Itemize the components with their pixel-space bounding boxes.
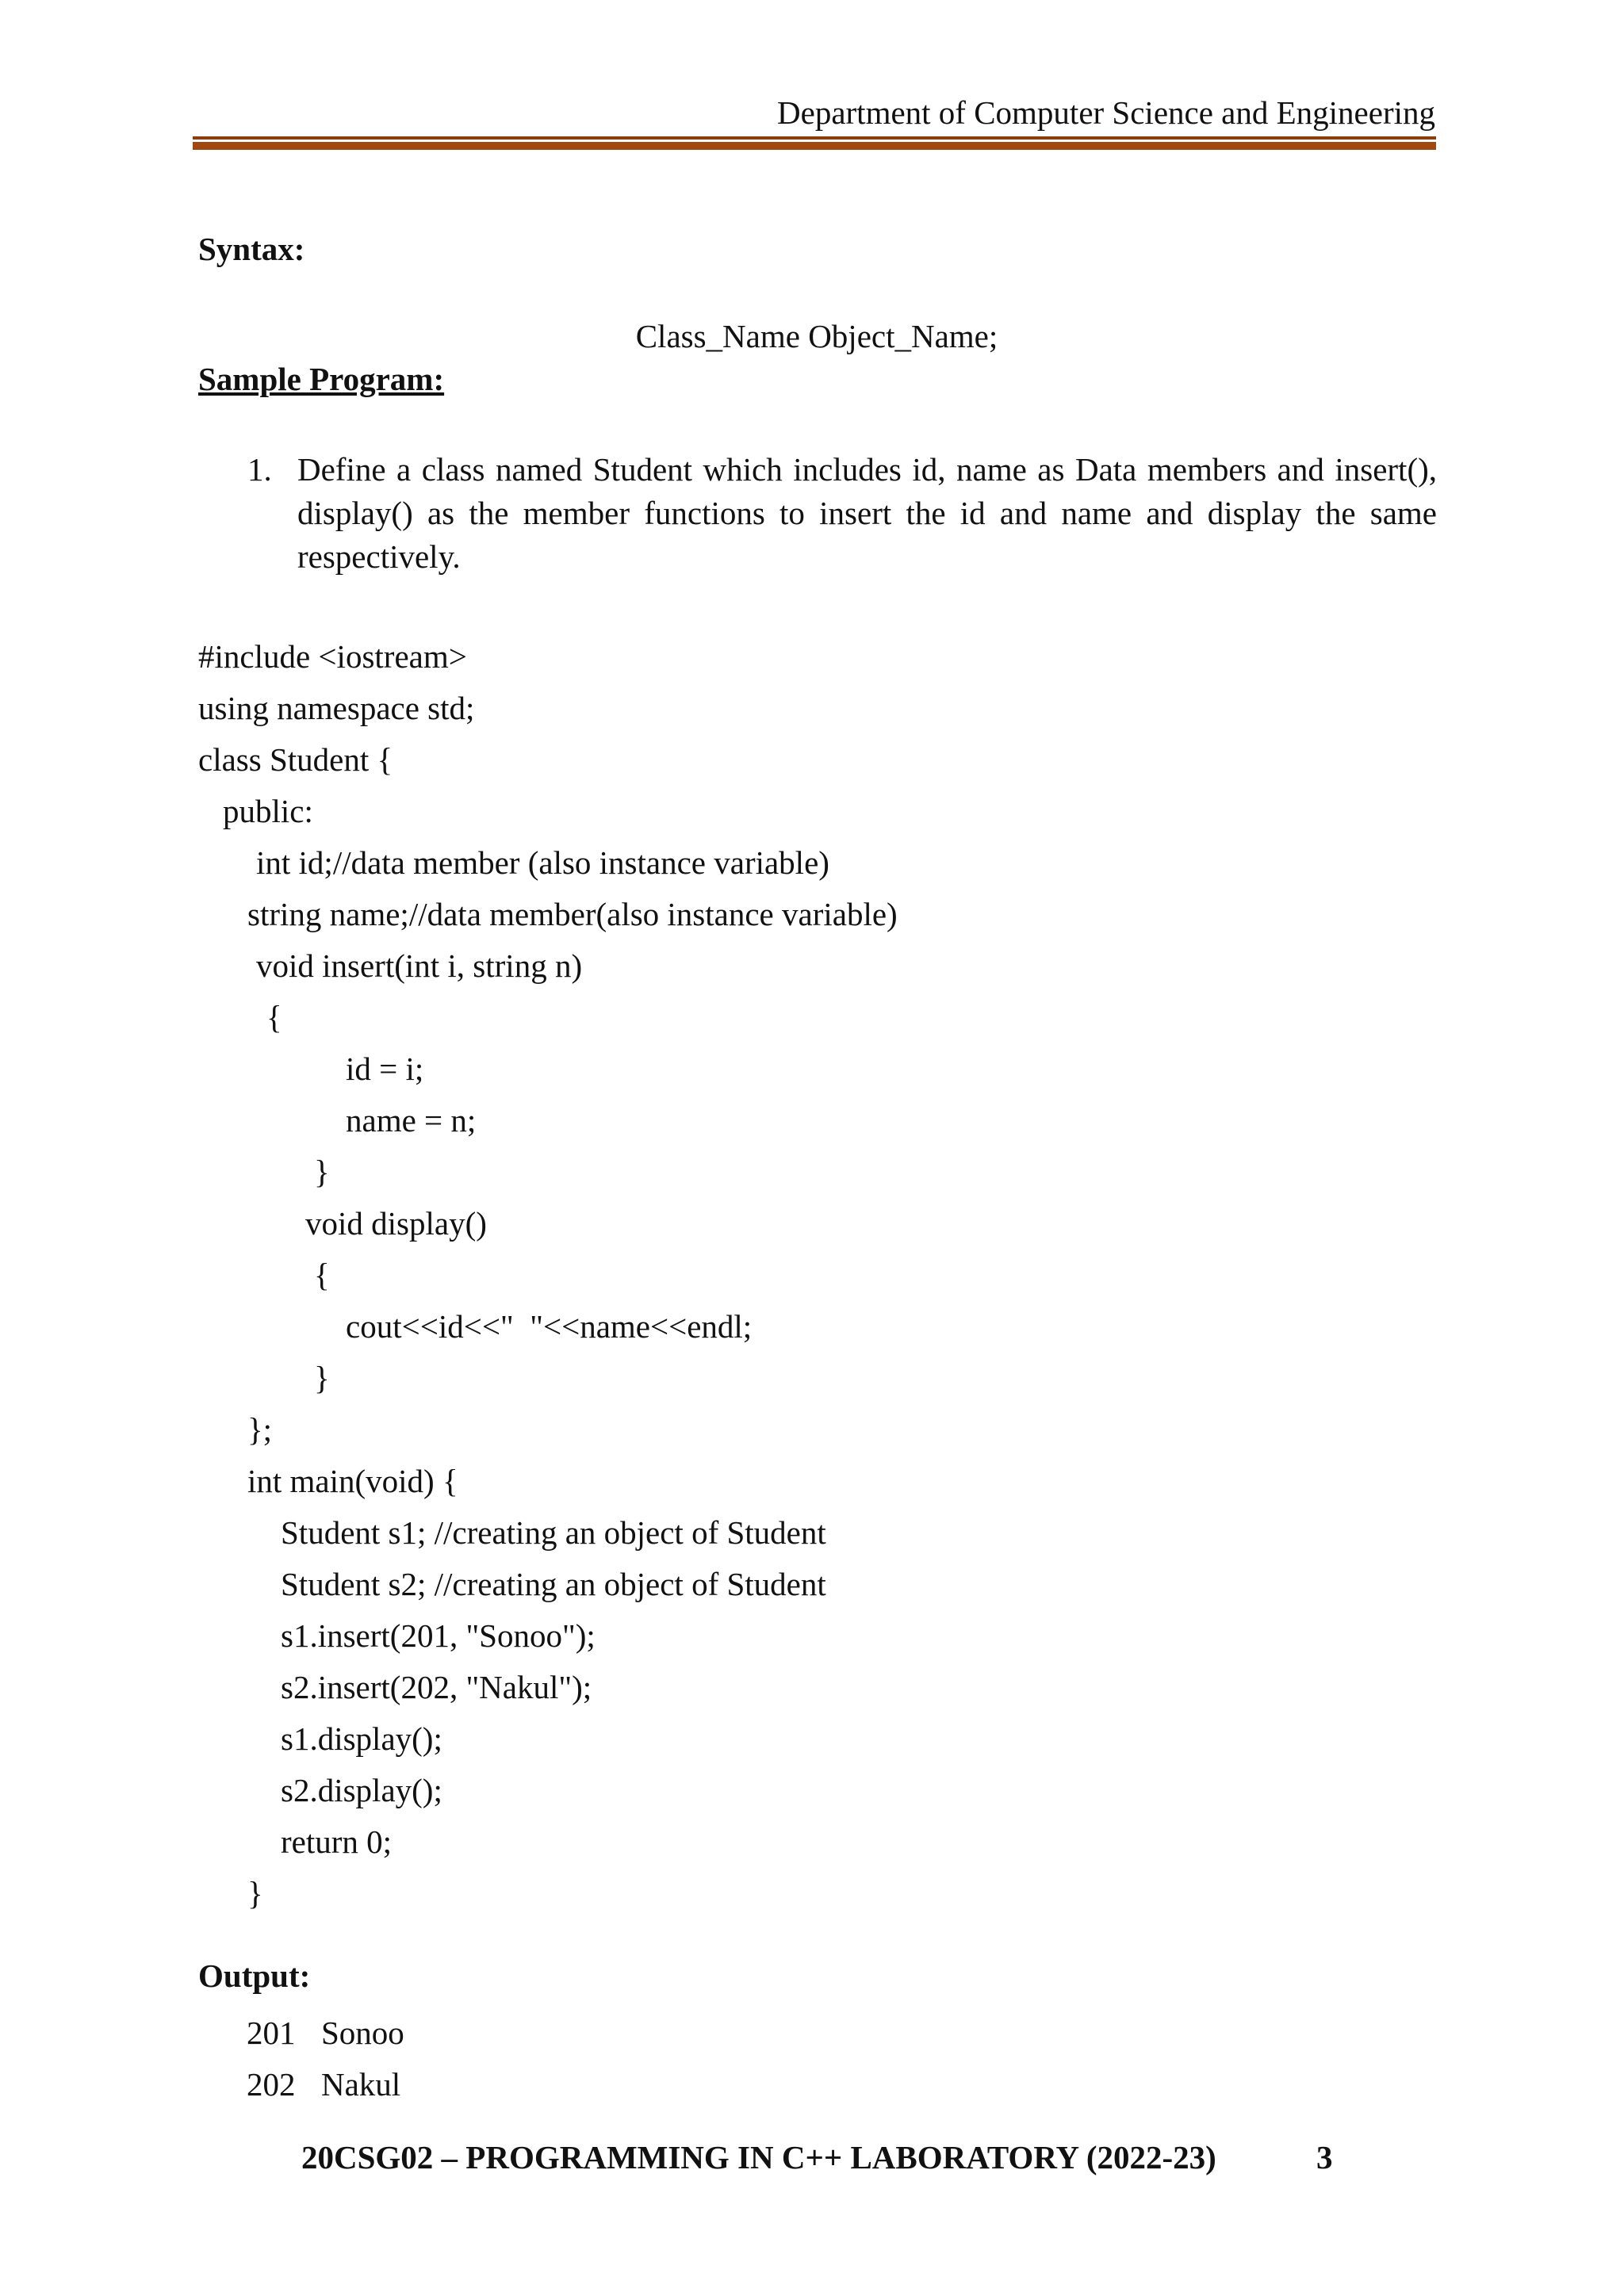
code-line: name = n;	[346, 1102, 477, 1138]
course-title: 20CSG02 – PROGRAMMING IN C++ LABORATORY (2022-23)	[301, 2139, 1216, 2175]
code-line: cout<<id<<" "<<name<<endl;	[346, 1308, 753, 1345]
code-line: int main(void) {	[247, 1463, 458, 1499]
code-line: }	[247, 1875, 263, 1911]
syntax-heading: Syntax:	[198, 231, 305, 267]
code-line: s1.display();	[281, 1720, 442, 1757]
code-line: };	[247, 1411, 273, 1448]
header-rule-thin	[193, 136, 1436, 140]
sample-program-heading: Sample Program:	[198, 361, 445, 397]
header-rule-thick	[193, 142, 1436, 150]
question-number: 1.	[247, 451, 272, 488]
output-heading: Output:	[198, 1957, 311, 1994]
code-line: #include <iostream>	[198, 638, 467, 675]
code-line: class Student {	[198, 741, 393, 778]
code-line: void insert(int i, string n)	[256, 947, 583, 984]
code-line: void display()	[305, 1205, 487, 1242]
code-line: s2.display();	[281, 1772, 442, 1808]
code-line: Student s1; //creating an object of Student	[281, 1514, 826, 1551]
code-line: public:	[223, 793, 313, 829]
question-text: Define a class named Student which includes id, name as Data members and insert(), display() as the member functions to insert the id and name and display the same respectively.	[297, 451, 1437, 575]
output-id: 202	[247, 2066, 296, 2103]
output-row	[247, 2065, 400, 2103]
output-name: Sonoo	[321, 2015, 404, 2051]
code-line: {	[314, 1257, 330, 1293]
code-line: using namespace std;	[198, 690, 475, 726]
code-line: id = i;	[346, 1050, 424, 1087]
code-line: s1.insert(201, "Sonoo");	[281, 1617, 596, 1654]
output-row	[247, 2014, 404, 2052]
code-line: s2.insert(202, "Nakul");	[281, 1669, 592, 1705]
code-line: {	[266, 999, 282, 1035]
department-title: Department of Computer Science and Engineering	[777, 94, 1435, 131]
code-line: }	[314, 1360, 330, 1396]
code-line: Student s2; //creating an object of Student	[281, 1566, 826, 1602]
code-line: int id;//data member (also instance variable)	[256, 844, 829, 881]
page-number: 3	[1316, 2139, 1333, 2175]
output-name: Nakul	[321, 2066, 401, 2103]
syntax-line: Class_Name Object_Name;	[635, 318, 998, 354]
output-id: 201	[247, 2015, 296, 2051]
code-line: string name;//data member(also instance variable)	[247, 896, 898, 932]
code-line: return 0;	[281, 1823, 393, 1860]
question-item	[198, 448, 1437, 579]
code-line: }	[314, 1154, 330, 1190]
